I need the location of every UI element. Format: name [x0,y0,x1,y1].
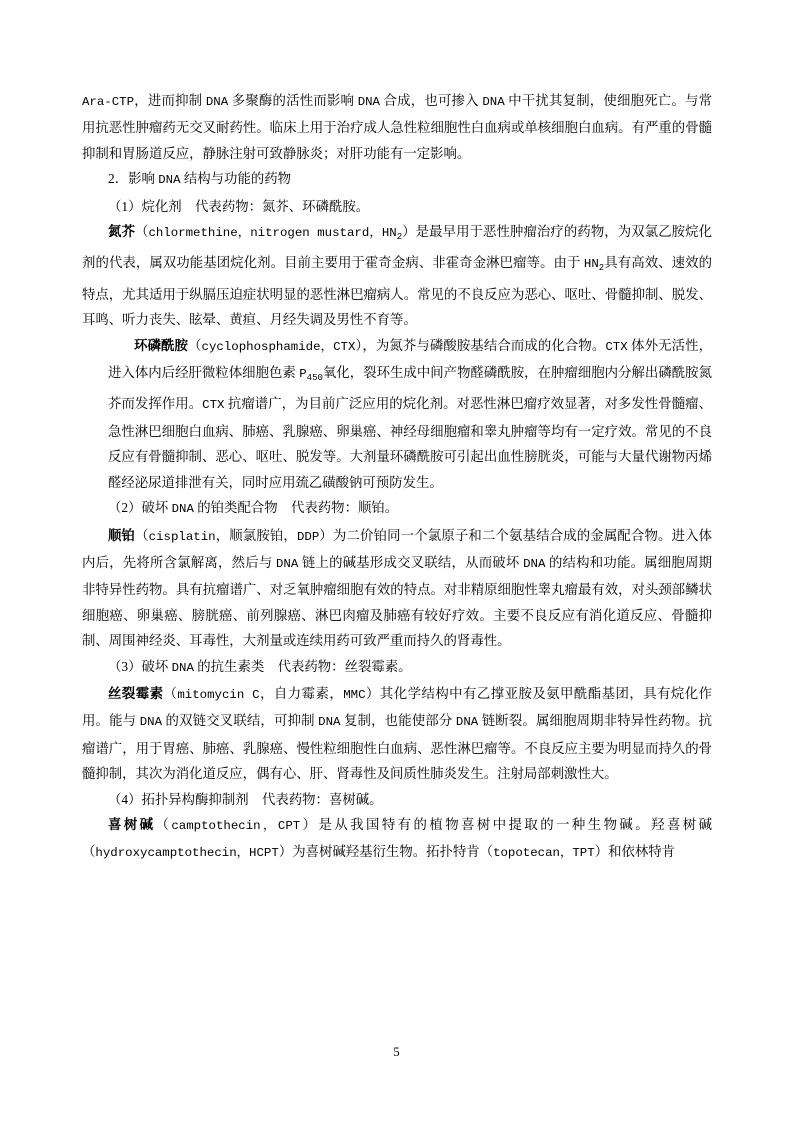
paragraph-mitomycin: 丝裂霉素（mitomycin C，自力霉素，MMC）其化学结构中有乙撑亚胺及氨甲酰酯基团，具有烷化作用。能与 DNA 的双链交叉联结，可抑制 DNA 复制，也能使部分 DNA 链断裂。属细胞周期非特异性药物。抗瘤谱广，用于胃癌、肺癌、乳腺癌、慢性粒细胞性白血病、恶性淋巴瘤等。不良反应主要为明显而持久的骨髓抑制，其次为消化道反应，偶有心、肝、肾毒性及间质性肺炎发生。注射局部刺激性大。 [82,685,713,782]
page-number: 5 [393,1045,400,1059]
paragraph-item-antibiotic: （3）破坏 DNA 的抗生素类 代表药物：丝裂霉素。 [108,658,412,675]
drug-name-cisplatin: 顺铂 [108,527,136,543]
paragraph-heading-dna-structure: 2．影响 DNA 结构与功能的药物 [108,171,292,188]
drug-name-mitomycin: 丝裂霉素 [108,685,164,701]
paragraph-cyclophosphamide: 环磷酰胺（cyclophosphamide，CTX），为氮芥与磷酸胺基结合而成的化合物。CTX 体外无活性，进入体内后经肝微粒体细胞色素 $P_{450}$氧化，裂环生成中间产物醛磷酰胺，在肿瘤细胞内分解出磷酰胺氮芥而发挥作用。CTX 抗瘤谱广，为目前广泛应用的烷化剂。对恶性淋巴瘤疗效显著，对多发性骨髓瘤、急性淋巴细胞白血病、肺癌、乳腺癌、卵巢癌、神经母细胞瘤和睾丸肿瘤等均有一定疗效。常见的不良反应有骨髓抑制、恶心、呕吐、脱发等。大剂量环磷酰胺可引起出血性膀胱炎，可能与大量代谢物丙烯醛经泌尿道排泄有关，同时应用巯乙磺酸钠可预防发生。 [108,337,713,490]
paragraph-item-alkylating: （1）烷化剂 代表药物：氮芥、环磷酰胺。 [108,198,370,214]
document-body [82,88,712,867]
paragraph-camptothecin: 喜树碱（camptothecin，CPT）是从我国特有的植物喜树中提取的一种生物碱。羟喜树碱（hydroxycamptothecin，HCPT）为喜树碱羟基衍生物。拓扑特肯（topotecan，TPT）和依林特肯 [82,816,713,861]
paragraph-cisplatin: 顺铂（cisplatin，顺氯胺铂，DDP）为二价铂同一个氯原子和二个氨基结合成的金属配合物。进入体内后，先将所含氯解离，然后与 DNA 链上的碱基形成交叉联结，从而破坏 DNA 的结构和功能。属细胞周期非特异性药物。具有抗瘤谱广、对乏氧肿瘤细胞有效的特点。对非精原细胞性睾丸瘤最有效，对头颈部鳞状细胞癌、卵巢癌、膀胱癌、前列腺癌、淋巴肉瘤及肺癌有较好疗效。主要不良反应有消化道反应、骨髓抑制、周围神经炎、耳毒性，大剂量或连续用药可致严重而持久的肾毒性。 [82,527,713,649]
paragraph-item-platinum: （2）破坏 DNA 的铂类配合物 代表药物：顺铂。 [108,500,399,517]
drug-name-camptothecin: 喜树碱 [108,816,156,832]
drug-name-chlormethine: 氮芥 [108,224,135,240]
drug-name-cyclophosphamide: 环磷酰胺 [134,337,189,353]
paragraph-chlormethine: 氮芥（chlormethine，nitrogen mustard，$HN_2$）是最早用于恶性肿瘤治疗的药物，为双氯乙胺烷化剂的代表，属双功能基团烷化剂。目前主要用于霍奇金病、非霍奇金淋巴瘤等。由于 $HN_2$具有高效、速效的特点，尤其适用于纵膈压迫症状明显的恶性淋巴瘤病人。常见的不良反应为恶心、呕吐、骨髓抑制、脱发、耳鸣、听力丧失、眩晕、黄疸、月经失调及男性不育等。 [82,224,713,328]
paragraph-item-topoisomerase: （4）拓扑异构酶抑制剂 代表药物：喜树碱。 [108,791,383,807]
paragraph-ara-ctp: Ara-CTP，进而抑制 DNA 多聚酶的活性而影响 DNA 合成，也可掺入 DNA 中干扰其复制，使细胞死亡。与常用抗恶性肿瘤药无交叉耐药性。临床上用于治疗成人急性粒细胞性白血病或单核细胞白血病。有严重的骨髓抑制和胃肠道反应，静脉注射可致静脉炎；对肝功能有一定影响。 [82,93,712,161]
